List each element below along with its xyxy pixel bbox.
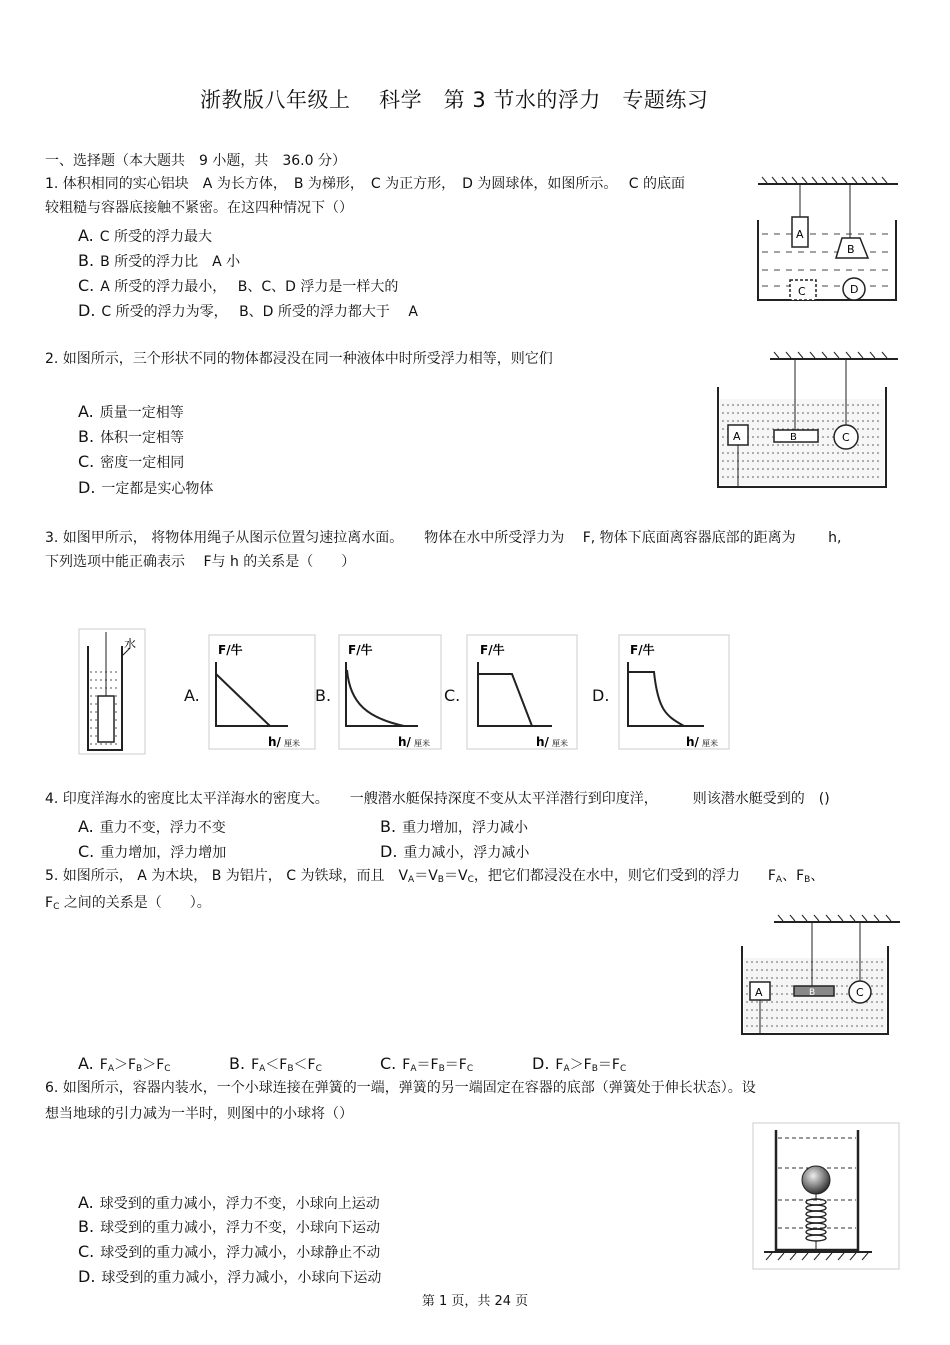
q3-line1: 3. 如图甲所示， 将物体用绳子从图示位置匀速拉离水面。 物体在水中所受浮力为 F, 物体下底面离容器底部的距离为 h, [45, 530, 842, 546]
option-text: 重力增加，浮力增加 [100, 845, 227, 861]
q3-container-figure [78, 628, 148, 756]
option-text: C 所受的浮力为零， B、D 所受的浮力都大于 A [101, 304, 418, 320]
label-c: C [856, 986, 864, 999]
q1-option-a[interactable] [78, 226, 212, 246]
option-text: 密度一定相同 [100, 455, 185, 471]
option-key: B. [78, 1217, 95, 1236]
option-key: D. [78, 301, 96, 320]
q1-option-d[interactable] [78, 301, 418, 321]
option-text: 球受到的重力减小，浮力不变，小球向上运动 [99, 1196, 380, 1212]
spring [806, 1199, 826, 1241]
x-axis-label: h/ [398, 735, 411, 749]
q1-option-c[interactable] [78, 276, 398, 296]
option-text: C 所受的浮力最大 [99, 229, 212, 245]
q2-option-d[interactable] [78, 478, 213, 498]
q1-line2: 较粗糙与容器底接触不紧密。在这四种情况下（） [45, 200, 353, 216]
y-axis-label: F/牛 [630, 643, 655, 657]
q6-option-d[interactable] [78, 1267, 381, 1287]
y-axis-label: F/牛 [348, 643, 373, 657]
option-key: A. [78, 817, 94, 836]
option-key: D. [380, 842, 398, 861]
q5-line1-text: 5. 如图所示， A 为木块， B 为铝片， C 为铁球，而且 V [45, 868, 409, 884]
q4-line1: 4. 印度洋海水的密度比太平洋海水的密度大。 一艘潜水艇保持深度不变从太平洋潜行到印度洋， 则该潜水艇受到的 () [45, 791, 830, 807]
option-text: A 所受的浮力最小， B、C、D 浮力是一样大的 [100, 279, 399, 295]
q5-line2: $F_C$ 之间的关系是（ ）。 [45, 895, 211, 912]
option-text: 球受到的重力减小，浮力减小，小球静止不动 [100, 1245, 381, 1261]
option-text: 重力减小，浮力减小 [403, 845, 530, 861]
curve-b [347, 670, 404, 726]
q5-line2-text: 之间的关系是（ ）。 [63, 895, 211, 911]
x-axis-label: h/ [536, 735, 549, 749]
option-key: D. [532, 1054, 550, 1073]
q1-option-b[interactable] [78, 251, 240, 271]
q4-option-b[interactable] [380, 817, 528, 837]
option-key: B. [78, 427, 95, 446]
x-axis-label: h/ [268, 735, 281, 749]
option-key: B. [78, 251, 95, 270]
q5-option-c[interactable]: C. $F_A=F_B=F_C$ [380, 1054, 474, 1074]
option-key: C. [78, 452, 95, 471]
q6-line1: 6. 如图所示，容器内装水，一个小球连接在弹簧的一端，弹簧的另一端固定在容器的底部（弹簧处于伸长状态）。设 [45, 1080, 756, 1096]
option-key: C. [78, 842, 95, 861]
label-a: A [796, 228, 804, 241]
option-key: A. [78, 1054, 94, 1073]
q5-option-a[interactable]: A. $F_A>F_B>F_C$ [78, 1054, 171, 1074]
q4-option-a[interactable] [78, 817, 226, 837]
q3-graph-d [618, 634, 732, 752]
q6-option-c[interactable] [78, 1242, 380, 1262]
q5-option-d[interactable]: D. $F_A>F_B=F_C$ [532, 1054, 627, 1074]
option-text: 重力增加，浮力减小 [402, 820, 529, 836]
q1-line1: 1. 体积相同的实心铝块 A 为长方体， B 为梯形， C 为正方形， D 为圆球体，如图所示。 C 的底面 [45, 176, 686, 192]
q5-line1: 5. 如图所示， A 为木块， B 为铝片， C 为铁球，而且 $V_A=V_B=V_C$，把它们都浸没在水中，则它们受到的浮力 $F_A$、$F_B$、 [45, 868, 825, 885]
option-key: A. [78, 1193, 94, 1212]
option-text: B 所受的浮力比 A 小 [100, 254, 241, 270]
option-text: 球受到的重力减小，浮力不变，小球向下运动 [100, 1220, 381, 1236]
option-key: D. [78, 1267, 96, 1286]
q3-line2: 下列选项中能正确表示 F与 h 的关系是（ ） [45, 554, 356, 570]
option-key: D. [78, 478, 96, 497]
water-label: 水 [124, 637, 137, 651]
q5-figure [732, 910, 902, 1036]
option-text: 一定都是实心物体 [101, 481, 214, 497]
x-axis-unit: 厘米 [702, 739, 718, 748]
curve-c [478, 674, 532, 726]
option-text: 质量一定相等 [99, 405, 184, 421]
q5-option-b[interactable]: B. $F_A<F_B<F_C$ [229, 1054, 322, 1074]
x-axis-unit: 厘米 [414, 739, 430, 748]
section-heading: 一、选择题（本大题共 9 小题，共 36.0 分） [45, 153, 346, 169]
q3-graph-key-a[interactable]: A. [184, 686, 200, 705]
q3-graph-key-c[interactable]: C. [444, 686, 461, 705]
q3-graph-c [466, 634, 580, 752]
q1-figure [750, 172, 902, 304]
x-axis-unit: 厘米 [284, 739, 300, 748]
page-title: 浙教版八年级上 科学 第 3 节水的浮力 专题练习 [200, 88, 709, 112]
option-key: B. [229, 1054, 246, 1073]
label-b: B [790, 432, 797, 443]
x-axis-label: h/ [686, 735, 699, 749]
label-a: A [733, 430, 741, 443]
label-a: A [755, 986, 763, 999]
option-key: C. [380, 1054, 397, 1073]
q4-option-d[interactable] [380, 842, 529, 862]
label-d: D [850, 283, 859, 296]
option-key: C. [78, 276, 95, 295]
page-footer: 第 1 页，共 24 页 [421, 1294, 529, 1309]
option-text: 体积一定相等 [100, 430, 185, 446]
q2-option-c[interactable] [78, 452, 184, 472]
q3-graph-key-d[interactable]: D. [592, 686, 610, 705]
y-axis-label: F/牛 [480, 643, 505, 657]
option-key: A. [78, 402, 94, 421]
q2-option-a[interactable] [78, 402, 184, 422]
q3-graph-b [338, 634, 444, 752]
q6-option-a[interactable] [78, 1193, 380, 1213]
q6-figure [752, 1122, 902, 1272]
q6-option-b[interactable] [78, 1217, 380, 1237]
option-text: 球受到的重力减小，浮力减小，小球向下运动 [101, 1270, 382, 1286]
q4-option-c[interactable] [78, 842, 226, 862]
y-axis-label: F/牛 [218, 643, 243, 657]
label-c: C [798, 285, 806, 298]
q3-graph-a [208, 634, 318, 752]
label-b: B [847, 243, 855, 256]
label-b: B [809, 988, 816, 998]
option-key: C. [78, 1242, 95, 1261]
q3-graph-key-b[interactable]: B. [315, 686, 332, 705]
x-axis-unit: 厘米 [552, 739, 568, 748]
curve-a [216, 674, 270, 726]
option-text: 重力不变，浮力不变 [99, 820, 226, 836]
curve-d [628, 672, 684, 726]
ball [802, 1166, 830, 1194]
q6-line2: 想当地球的引力减为一半时，则图中的小球将（） [45, 1106, 353, 1122]
q2-figure [710, 347, 902, 490]
q2-option-b[interactable] [78, 427, 184, 447]
option-key: B. [380, 817, 397, 836]
q2-line1: 2. 如图所示，三个形状不同的物体都浸没在同一种液体中时所受浮力相等，则它们 [45, 351, 553, 367]
label-c: C [842, 431, 850, 444]
option-key: A. [78, 226, 94, 245]
